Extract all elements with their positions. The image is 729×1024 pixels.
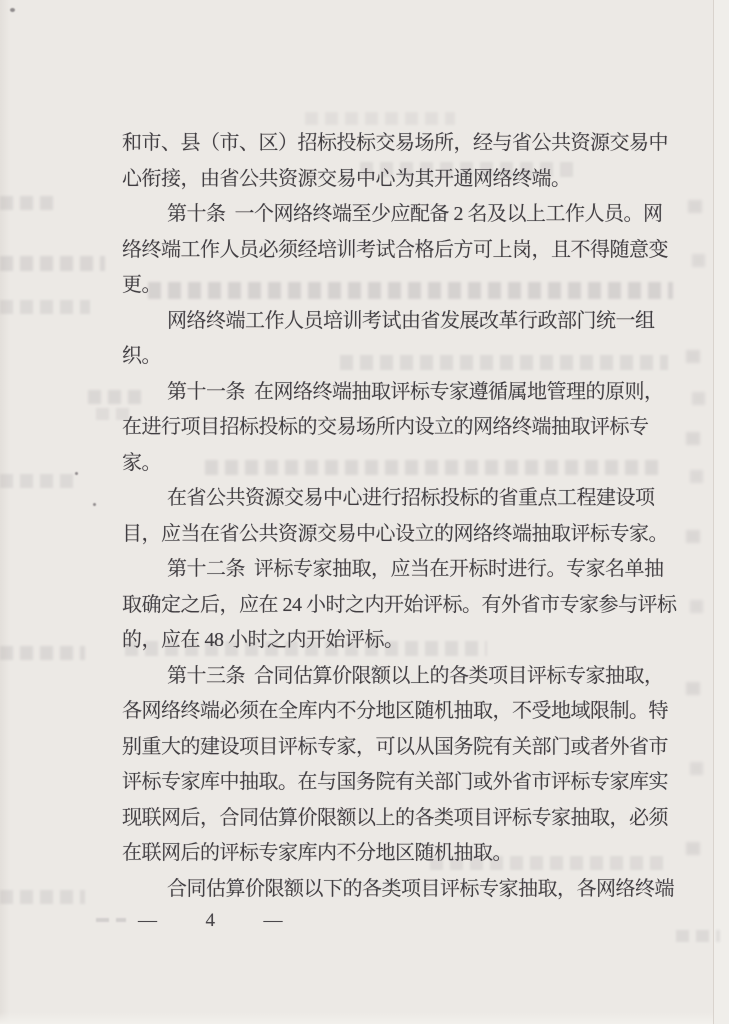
text-line: 取确定之后，应在 24 小时之内开始评标。有外省市专家参与评标: [122, 593, 677, 616]
text-line: 在省公共资源交易中心进行招标投标的省重点工程建设项: [167, 487, 655, 509]
bleedthrough-mark: [690, 762, 703, 775]
bleedthrough-mark: [688, 200, 702, 213]
text-line: 织。: [122, 345, 161, 367]
text-line: 在联网后的评标专家库内不分地区随机抽取。: [122, 842, 512, 864]
document-body: [122, 126, 678, 907]
text-line: 目，应当在省公共资源交易中心设立的网络终端抽取评标专家。: [122, 522, 668, 545]
bleedthrough-mark: [0, 300, 90, 314]
text-line: 和市、县（市、区）招标投标交易场所，经与省公共资源交易中: [122, 132, 668, 154]
text-line: 合同估算价限额以下的各类项目评标专家抽取，各网络终端: [167, 877, 674, 900]
right-page-edge: [713, 0, 729, 1024]
text-line: 在进行项目招标投标的交易场所内设立的网络终端抽取评标专: [122, 416, 649, 438]
text-line-article-13: 第十三条 合同估算价限额以上的各类项目评标专家抽取，: [167, 664, 664, 687]
bleedthrough-mark: [96, 918, 126, 922]
scan-speck: [93, 503, 96, 506]
text-line: 网络终端工作人员培训考试由省发展改革行政部门统一组: [167, 309, 655, 332]
bleedthrough-mark: [686, 842, 700, 855]
text-line: 各网络终端必须在全库内不分地区随机抽取，不受地域限制。特: [122, 700, 668, 722]
text-line: 的，应在 48 小时之内开始评标。: [122, 629, 404, 651]
text-line: 现联网后，合同估算价限额以上的各类项目评标专家抽取，必须: [122, 806, 668, 829]
text-line: 络终端工作人员必须经培训考试合格后方可上岗，且不得随意变: [122, 238, 668, 261]
text-line-article-10: 第十条 一个网络终端至少应配备 2 名及以上工作人员。网: [167, 203, 663, 225]
text-line-article-11: 第十一条 在网络终端抽取评标专家遵循属地管理的原则，: [167, 380, 664, 403]
bleedthrough-mark: [690, 600, 703, 613]
bottom-paper-shading: [0, 1012, 729, 1024]
text-line: 家。: [122, 451, 161, 474]
bleedthrough-mark: [305, 112, 455, 125]
bleedthrough-mark: [686, 530, 700, 543]
text-line: 更。: [122, 274, 161, 296]
bleedthrough-mark: [692, 392, 705, 405]
text-line: 评标专家库中抽取。在与国务院有关部门或外省市评标专家库实: [122, 771, 668, 793]
bleedthrough-mark: [0, 646, 85, 660]
bleedthrough-mark: [686, 682, 700, 695]
bleedthrough-mark: [690, 470, 703, 483]
text-line: 别重大的建设项目评标专家，可以从国务院有关部门或者外省市: [122, 735, 668, 758]
text-line-article-12: 第十二条 评标专家抽取，应当在开标时进行。专家名单抽: [167, 558, 664, 580]
bleedthrough-mark: [0, 196, 55, 210]
text-line: 心衔接，由省公共资源交易中心为其开通网络终端。: [122, 167, 571, 190]
bleedthrough-mark: [692, 254, 705, 267]
left-paper-shading: [0, 0, 10, 1024]
scan-speck: [10, 8, 15, 12]
bleedthrough-mark: [686, 432, 700, 445]
scan-speck: [75, 472, 78, 475]
page-number: — 4 —: [138, 910, 288, 931]
bleedthrough-mark: [0, 474, 75, 488]
bleedthrough-mark: [0, 890, 85, 904]
bleedthrough-mark: [686, 350, 700, 363]
bleedthrough-mark: [676, 930, 720, 942]
bleedthrough-mark: [0, 256, 105, 271]
